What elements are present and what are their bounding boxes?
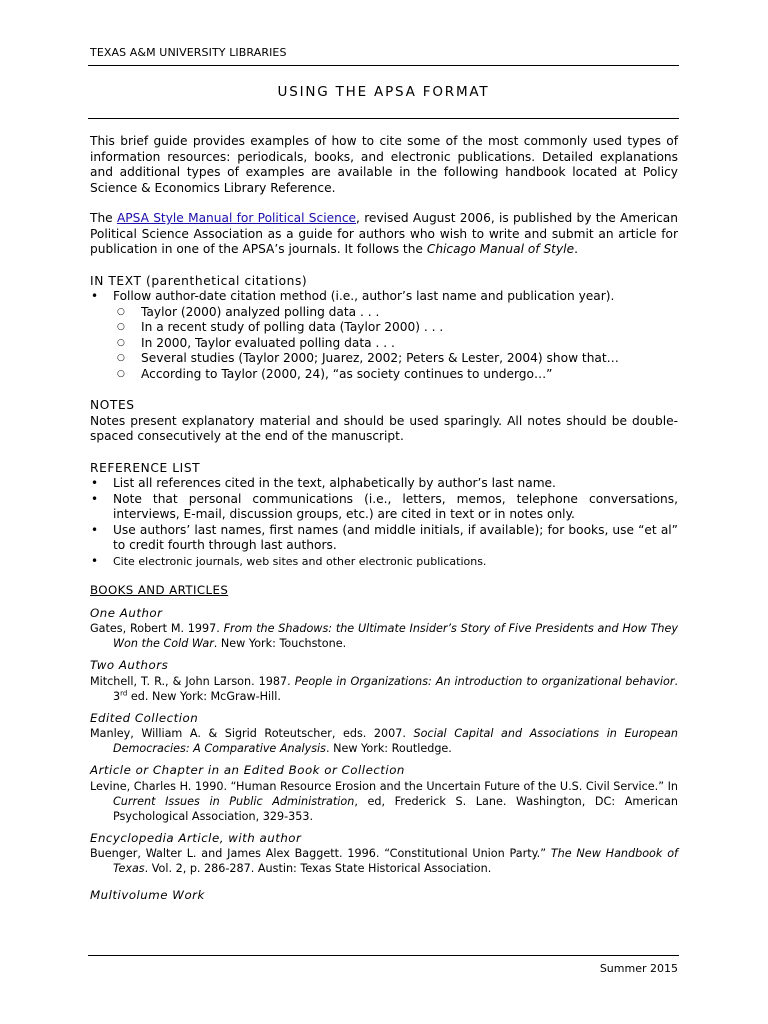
edited-collection-citation bbox=[90, 726, 678, 756]
citation-title: From the Shadows: the Ultimate Insider’s Story of Five Presidents and How They Won the Cold War bbox=[113, 622, 678, 650]
citation-text: , ed, Frederick S. Lane. Washington, DC: American Psychological Association, 329-353. bbox=[113, 794, 678, 823]
in-text-list bbox=[90, 289, 678, 382]
reference-list-item: • Note that personal communications (i.e., letters, memos, telephone conversations, interviews, E-mail, discussion groups, etc.) are cited in text or in notes only. bbox=[90, 492, 678, 523]
chicago-manual-title: Chicago Manual of Style bbox=[426, 242, 575, 256]
apsa-text-mid: , revised August 2006, is published by the American Political Science Association as a guide for authors who wish to write and submit an article for publication in one of the APSA’s journals. It follows the bbox=[90, 211, 678, 256]
reference-list-item: • Cite electronic journals, web sites and other electronic publications. bbox=[90, 554, 678, 570]
header-rule bbox=[88, 65, 679, 66]
citation-title: Current Issues in Public Administration bbox=[113, 794, 355, 808]
footer-rule bbox=[88, 955, 679, 956]
in-text-example: ○ Several studies (Taylor 2000; Juarez, 2002; Peters & Lester, 2004) show that… bbox=[90, 351, 678, 367]
citation-text: Mitchell, T. R., & John Larson. 1987. bbox=[90, 674, 295, 688]
reference-list-item: • List all references cited in the text, alphabetically by author’s last name. bbox=[90, 476, 678, 492]
in-text-example: ○ In a recent study of polling data (Taylor 2000) . . . bbox=[90, 320, 678, 336]
apsa-text-pre: The bbox=[90, 211, 117, 225]
apsa-text-end: . bbox=[574, 242, 578, 256]
ordinal-superscript: rd bbox=[120, 688, 128, 697]
citation-text: . New York: Touchstone. bbox=[213, 637, 347, 650]
page-title: USING THE APSA FORMAT bbox=[277, 84, 490, 100]
citation-title: People in Organizations: An introduction to organizational behavior bbox=[294, 674, 675, 688]
in-text-example: ○ Taylor (2000) analyzed polling data . . . bbox=[90, 305, 678, 321]
chapter-citation bbox=[90, 779, 678, 824]
apsa-paragraph bbox=[90, 211, 678, 258]
citation-text: . 3 bbox=[113, 674, 678, 703]
apsa-manual-link[interactable]: APSA Style Manual for Political Science bbox=[116, 211, 357, 225]
citation-text: Manley, William A. & Sigrid Roteutscher, eds. 2007. bbox=[90, 727, 414, 740]
citation-text: . New York: Routledge. bbox=[325, 742, 452, 755]
citation-text: Buenger, Walter L. and James Alex Baggett. 1996. “Constitutional Union Party.” bbox=[90, 847, 551, 860]
in-text-example: ○ In 2000, Taylor evaluated polling data . . . bbox=[90, 336, 678, 352]
encyclopedia-citation bbox=[90, 846, 678, 876]
in-text-heading: IN TEXT (parenthetical citations) bbox=[90, 273, 308, 288]
two-authors-label: Two Authors bbox=[90, 658, 169, 672]
books-articles-heading: BOOKS AND ARTICLES bbox=[90, 583, 229, 597]
citation-text: Gates, Robert M. 1997. bbox=[90, 622, 224, 635]
citation-text: Levine, Charles H. 1990. “Human Resource Erosion and the Uncertain Future of the U.S. Civil Service.” In bbox=[90, 779, 678, 793]
citation-text: ed. New York: McGraw-Hill. bbox=[127, 689, 281, 703]
title-rule bbox=[88, 118, 679, 119]
edited-collection-label: Edited Collection bbox=[90, 710, 199, 725]
citation-title: Social Capital and Associations in European Democracies: A Comparative Analysis bbox=[113, 727, 678, 755]
encyclopedia-label: Encyclopedia Article, with author bbox=[90, 830, 302, 845]
citation-text: . Vol. 2, p. 286-287. Austin: Texas State Historical Association. bbox=[144, 862, 492, 875]
one-author-label: One Author bbox=[90, 605, 163, 620]
intro-paragraph: This brief guide provides examples of how to cite some of the most commonly used types of information resources: periodicals, books, and electronic publications. Detailed explanations and additional types of examples are available in the following handbook located at Policy Science & Economics Library Reference. bbox=[90, 134, 678, 195]
one-author-citation bbox=[90, 621, 678, 651]
library-header: TEXAS A&M UNIVERSITY LIBRARIES bbox=[90, 46, 287, 59]
notes-text: Notes present explanatory material and should be used sparingly. All notes should be double-spaced consecutively at the end of the manuscript. bbox=[90, 413, 678, 443]
reference-list bbox=[90, 476, 678, 569]
in-text-bullet: • Follow author-date citation method (i.e., author’s last name and publication year). bbox=[90, 289, 678, 305]
multivolume-label: Multivolume Work bbox=[90, 888, 205, 902]
notes-heading: NOTES bbox=[90, 398, 135, 412]
reference-list-item: • Use authors’ last names, first names (and middle initials, if available); for books, use “et al” to credit fourth through last authors. bbox=[90, 523, 678, 554]
reference-list-heading: REFERENCE LIST bbox=[90, 460, 201, 475]
chapter-label: Article or Chapter in an Edited Book or Collection bbox=[90, 763, 405, 777]
two-authors-citation bbox=[90, 674, 678, 704]
citation-title: The New Handbook of Texas bbox=[113, 847, 678, 875]
footer-date: Summer 2015 bbox=[599, 962, 678, 975]
in-text-example: ○ According to Taylor (2000, 24), “as society continues to undergo…” bbox=[90, 367, 678, 383]
document-body bbox=[90, 134, 678, 904]
